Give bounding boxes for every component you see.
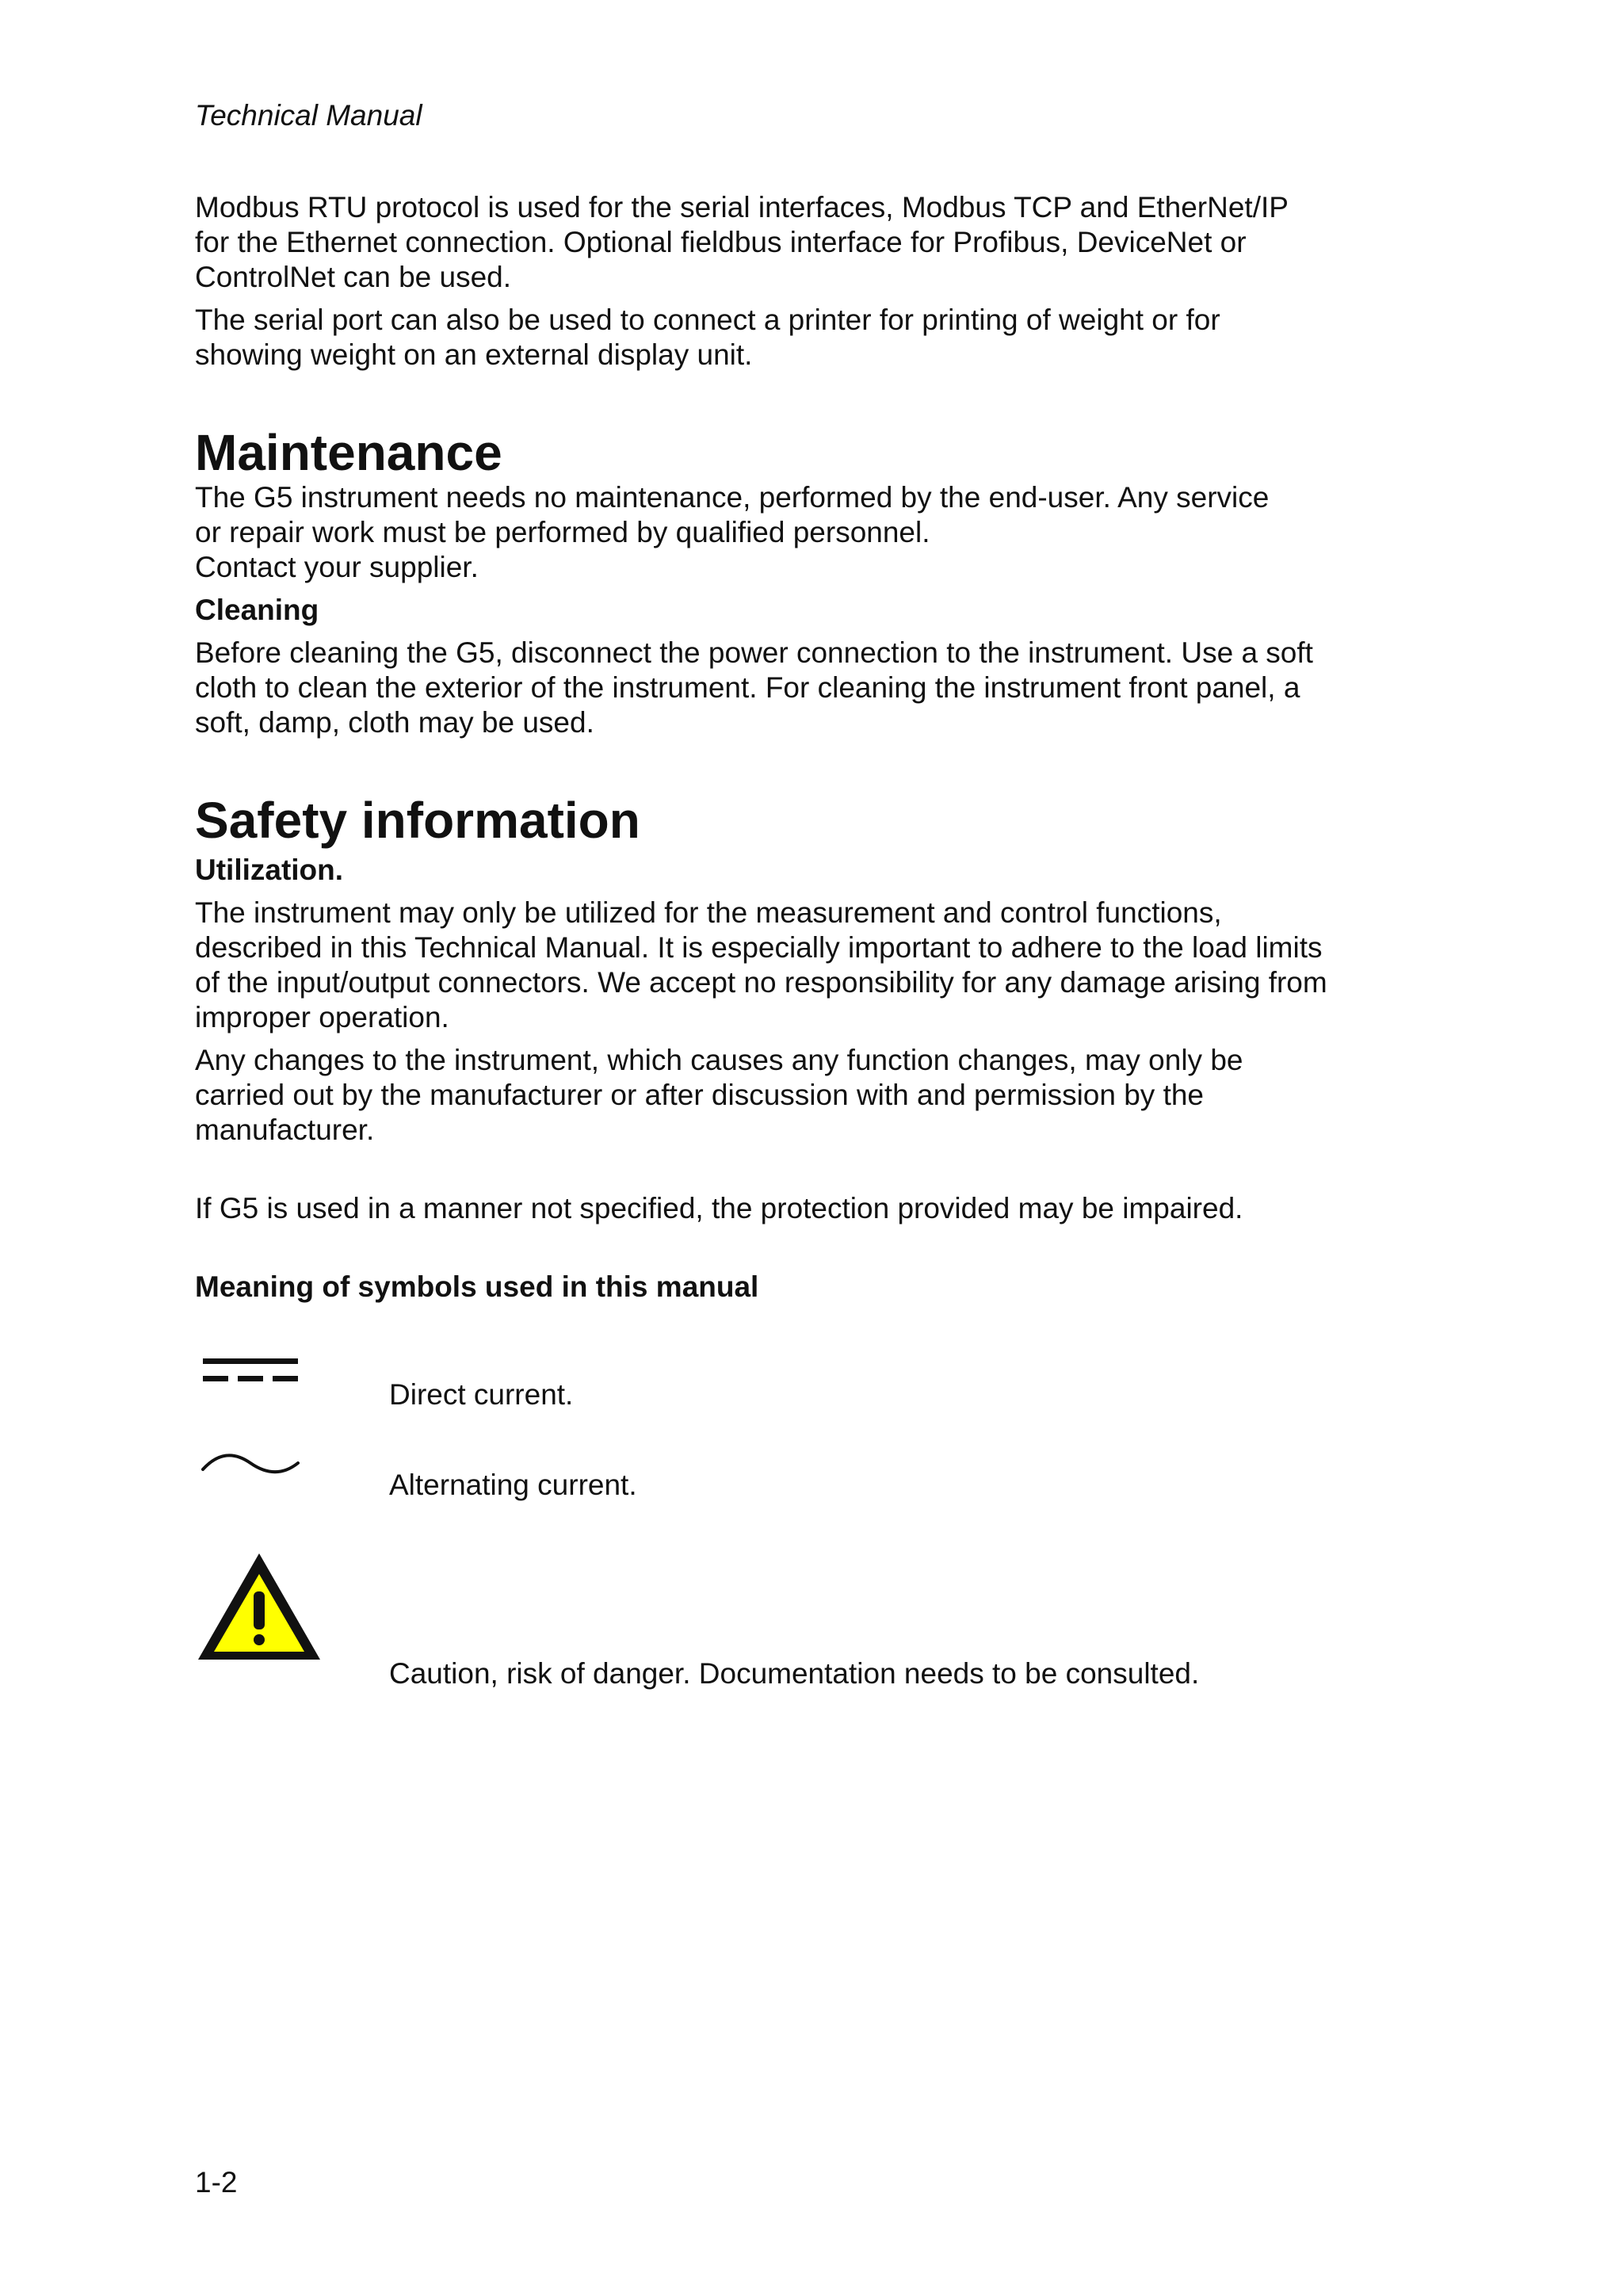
warning-triangle-icon xyxy=(195,1550,323,1663)
utilization-paragraph-2 xyxy=(195,1043,1384,1148)
text-line: ControlNet can be used. xyxy=(195,261,512,293)
intro-paragraph-1 xyxy=(195,190,1384,295)
symbols-heading: Meaning of symbols used in this manual xyxy=(195,1270,759,1303)
text-line: Before cleaning the G5, disconnect the power connection to the instrument. Use a soft xyxy=(195,636,1313,669)
utilization-heading: Utilization. xyxy=(195,854,344,886)
alternating-current-icon xyxy=(195,1447,306,1487)
text-line: Any changes to the instrument, which causes any function changes, may only be xyxy=(195,1044,1243,1076)
impaired-protection-note: If G5 is used in a manner not specified, the protection provided may be impaired. xyxy=(195,1192,1243,1224)
text-line: The serial port can also be used to connect a printer for printing of weight or for xyxy=(195,304,1220,336)
symbols-list xyxy=(195,1336,1384,1701)
cleaning-heading: Cleaning xyxy=(195,594,319,626)
text-line: Modbus RTU protocol is used for the serial interfaces, Modbus TCP and EtherNet/IP xyxy=(195,191,1289,223)
symbol-label-direct-current: Direct current. xyxy=(389,1378,574,1411)
safety-heading: Safety information xyxy=(195,792,640,849)
symbol-row-caution xyxy=(195,1550,1384,1693)
symbol-label-alternating-current: Alternating current. xyxy=(389,1469,637,1501)
maintenance-paragraph xyxy=(195,480,1384,585)
document-body xyxy=(195,190,1384,1701)
text-line: improper operation. xyxy=(195,1001,449,1033)
text-line: or repair work must be performed by qualified personnel. xyxy=(195,516,930,548)
text-line: described in this Technical Manual. It is especially important to adhere to the load limits xyxy=(195,931,1323,964)
text-line: manufacturer. xyxy=(195,1114,375,1146)
text-line: The G5 instrument needs no maintenance, performed by the end-user. Any service xyxy=(195,481,1270,514)
utilization-paragraph-1 xyxy=(195,896,1384,1035)
page-header: Technical Manual xyxy=(195,99,422,132)
text-line: soft, damp, cloth may be used. xyxy=(195,706,594,739)
symbol-row-alternating-current xyxy=(195,1447,1384,1501)
text-line: carried out by the manufacturer or after discussion with and permission by the xyxy=(195,1079,1205,1111)
text-line: The instrument may only be utilized for the measurement and control functions, xyxy=(195,896,1222,929)
symbol-label-caution: Caution, risk of danger. Documentation needs to be consulted. xyxy=(389,1657,1200,1690)
text-line: for the Ethernet connection. Optional fieldbus interface for Profibus, DeviceNet or xyxy=(195,226,1247,258)
maintenance-heading: Maintenance xyxy=(195,424,502,481)
cleaning-paragraph xyxy=(195,636,1384,740)
symbol-row-direct-current xyxy=(195,1355,1384,1411)
intro-paragraph-2 xyxy=(195,303,1384,372)
text-line: of the input/output connectors. We accept no responsibility for any damage arising from xyxy=(195,966,1327,999)
page-number: 1-2 xyxy=(195,2166,238,2199)
text-line: showing weight on an external display unit. xyxy=(195,338,753,371)
text-line: cloth to clean the exterior of the instrument. For cleaning the instrument front panel, a xyxy=(195,671,1300,704)
text-line: Contact your supplier. xyxy=(195,551,479,583)
direct-current-icon xyxy=(195,1355,306,1395)
